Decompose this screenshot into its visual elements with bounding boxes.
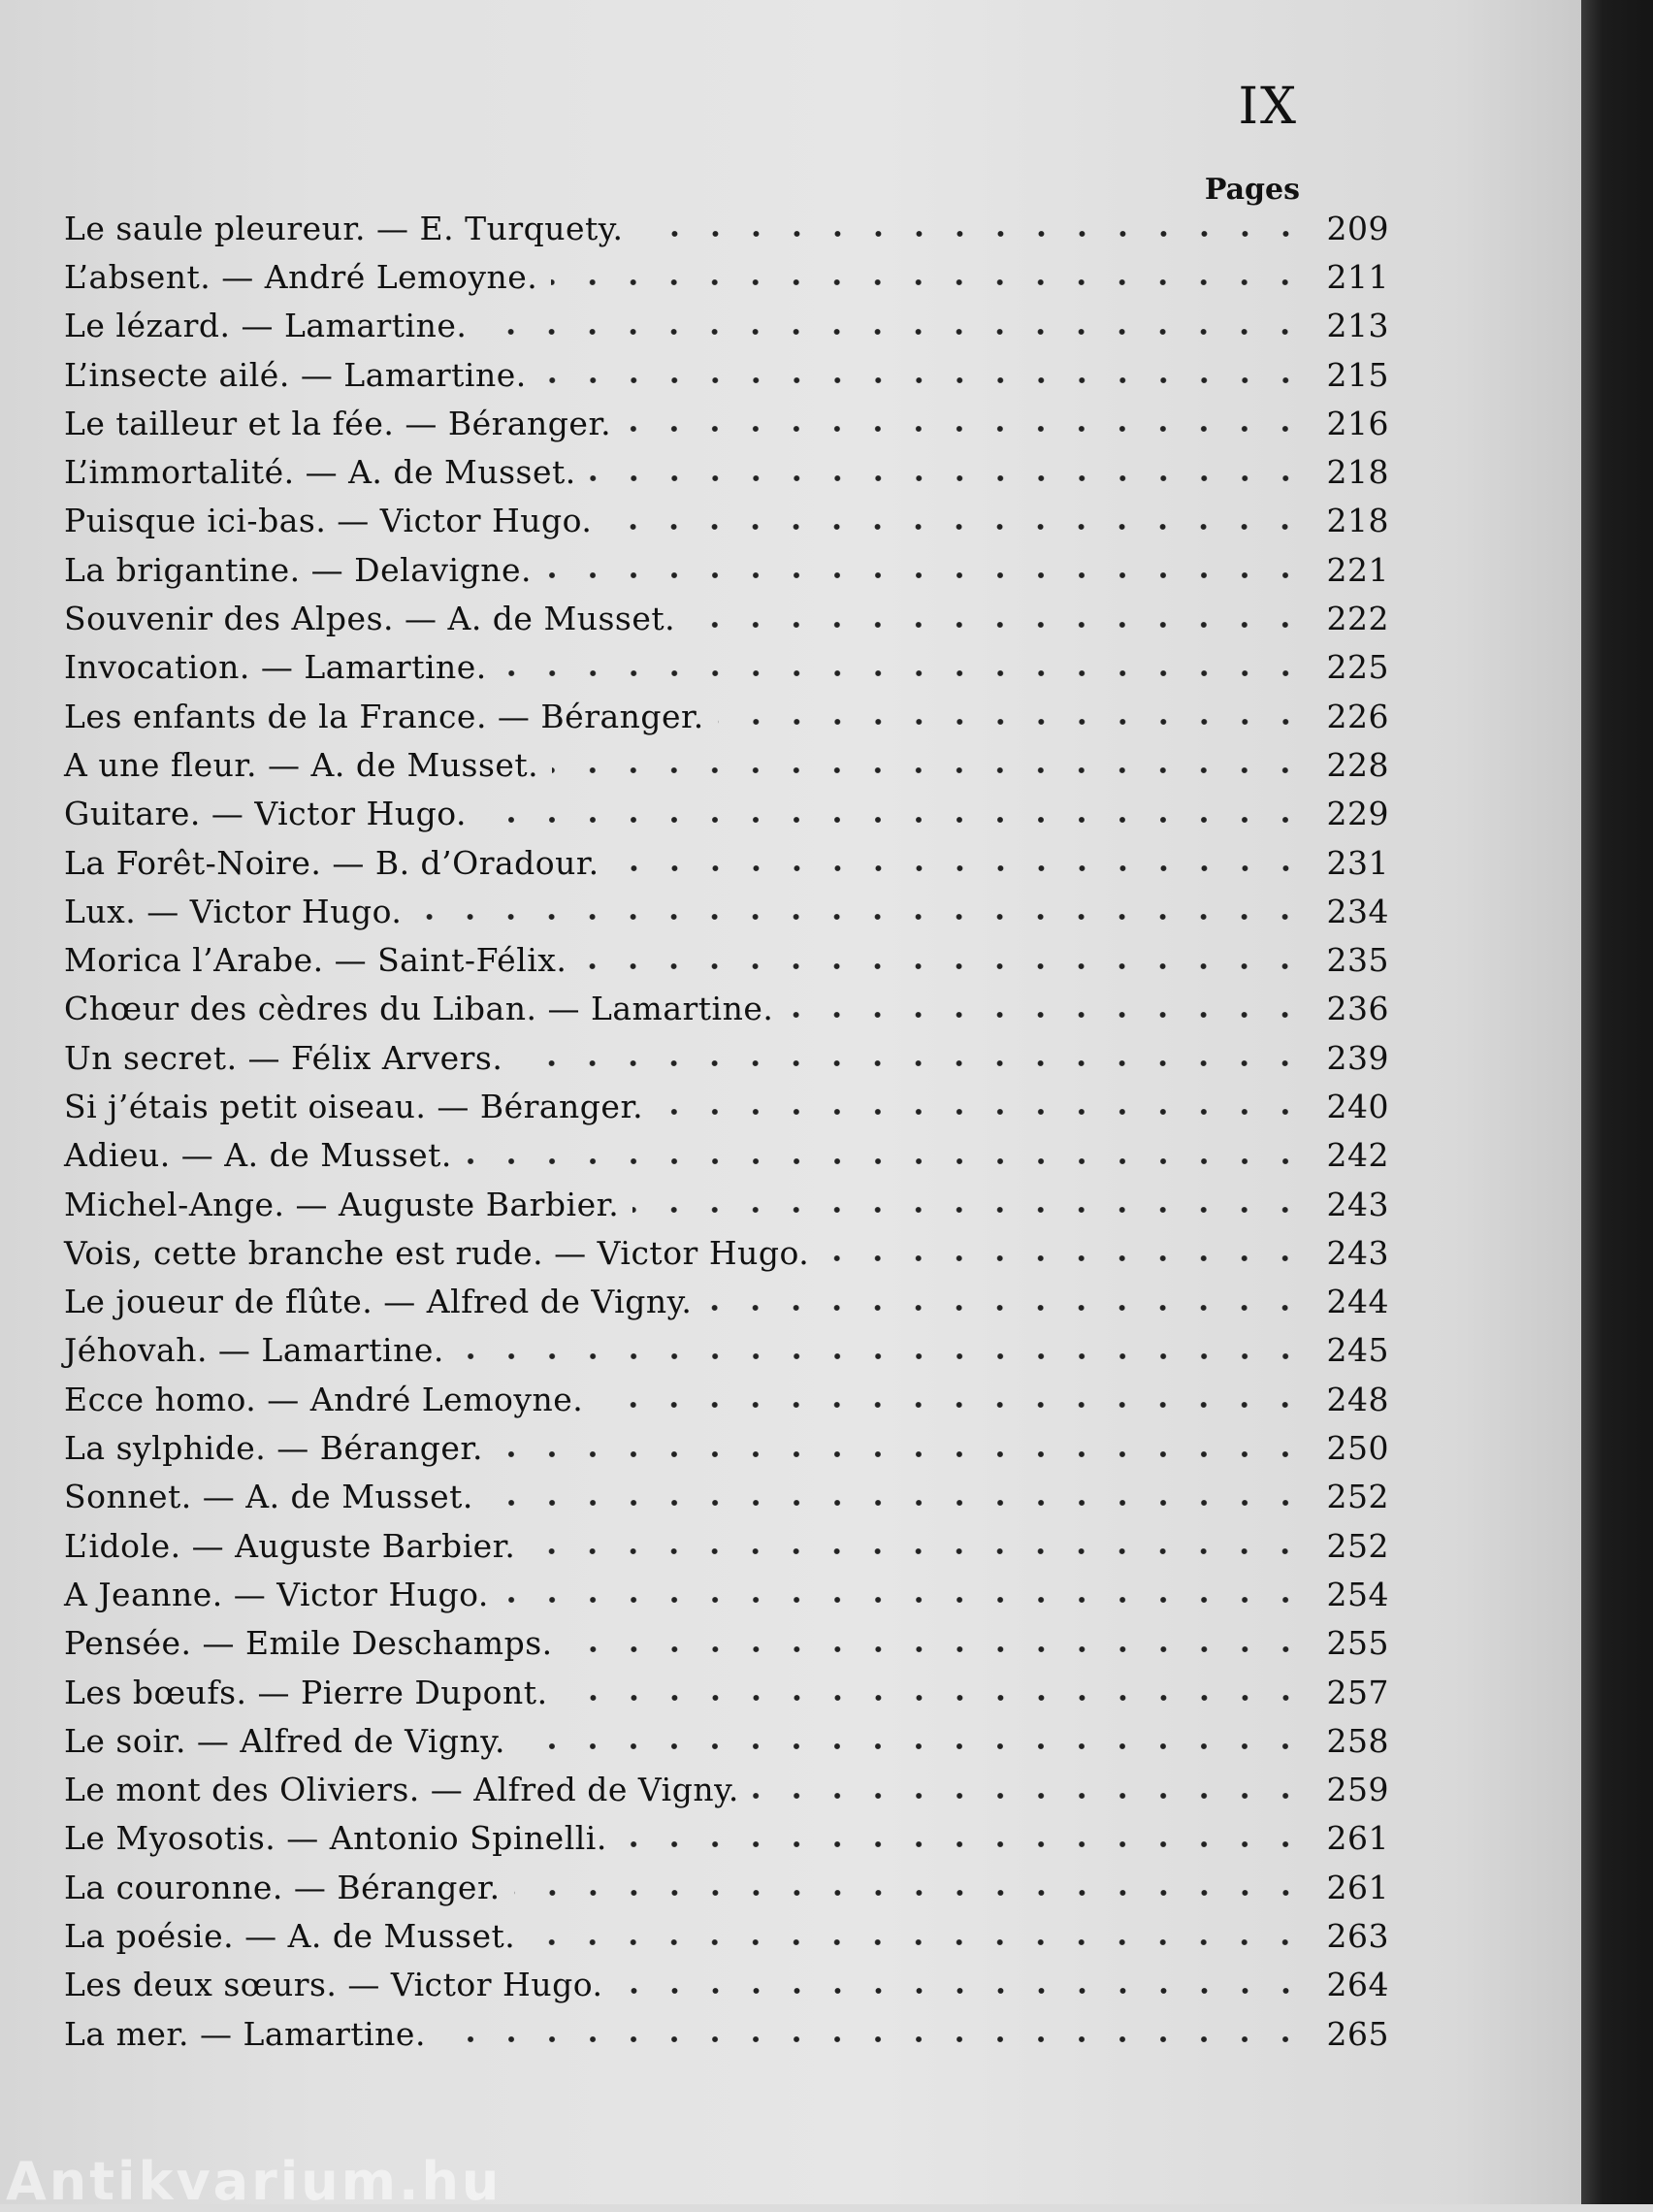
toc-entry-page: 228 [1326, 745, 1389, 784]
toc-entry-title: Si j’étais petit oiseau. — Béranger. [64, 1087, 644, 1125]
dot-leader [753, 1792, 1306, 1800]
dot-leader [605, 523, 1306, 531]
dot-leader [617, 1987, 1307, 1995]
dot-leader [787, 1011, 1306, 1019]
toc-entry [64, 204, 1389, 252]
dot-leader [480, 328, 1306, 336]
toc-entry [64, 1619, 1389, 1668]
toc-entry-page: 218 [1326, 453, 1389, 492]
toc-entry-title: Michel-Ange. — Auguste Barbier. [64, 1185, 620, 1223]
toc-entry-page: 221 [1326, 550, 1389, 589]
toc-entry-title: Puisque ici-bas. — Victor Hugo. [64, 502, 593, 540]
toc-entry [64, 985, 1389, 1033]
toc-entry-title: Le Myosotis. — Antonio Spinelli. [64, 1819, 607, 1858]
toc-entry-title: Lux. — Victor Hugo. [64, 892, 403, 930]
toc-entry-title: Guitare. — Victor Hugo. [64, 795, 467, 833]
dot-leader [552, 766, 1306, 774]
toc-entry-page: 258 [1326, 1721, 1389, 1760]
dot-leader [637, 230, 1306, 238]
toc-entry-title: L’immortalité. — A. de Musset. [64, 453, 576, 492]
toc-entry-title: Invocation. — Lamartine. [64, 648, 487, 687]
toc-entry-title: Sonnet. — A. de Musset. [64, 1478, 473, 1516]
dot-leader [621, 1840, 1306, 1848]
toc-entry [64, 1375, 1389, 1423]
dot-leader [458, 1352, 1306, 1360]
dot-leader [466, 1157, 1306, 1165]
toc-entry-title: Le mont des Oliviers. — Alfred de Vigny. [64, 1771, 739, 1809]
toc-entry-title: La sylphide. — Béranger. [64, 1429, 484, 1468]
dot-leader [551, 278, 1306, 286]
toc-entry [64, 497, 1389, 545]
watermark: Antikvarium.hu [6, 2151, 502, 2212]
dot-leader [529, 1938, 1306, 1946]
toc-entry-page: 252 [1326, 1526, 1389, 1565]
toc-entry-title: Les deux sœurs. — Victor Hugo. [64, 1966, 603, 2004]
dot-leader [657, 1108, 1306, 1116]
dot-leader [597, 1401, 1306, 1409]
toc-entry-page: 215 [1326, 355, 1389, 394]
dot-leader [590, 474, 1306, 482]
toc-entry [64, 447, 1389, 496]
toc-entry-title: Les enfants de la France. — Béranger. [64, 697, 704, 735]
toc-entry [64, 790, 1389, 838]
dot-leader [540, 376, 1306, 384]
toc-entry [64, 1668, 1389, 1716]
dot-leader [501, 669, 1306, 677]
toc-entry [64, 1814, 1389, 1863]
toc-entry-title: Le joueur de flûte. — Alfred de Vigny. [64, 1283, 693, 1321]
toc-entry-page: 239 [1326, 1038, 1389, 1077]
toc-entry-title: Ecce homo. — André Lemoyne. [64, 1380, 584, 1418]
toc-entry-page: 257 [1326, 1673, 1389, 1711]
toc-entry [64, 1180, 1389, 1228]
toc-entry-page: 265 [1326, 2014, 1389, 2053]
toc-entry-title: Les bœufs. — Pierre Dupont. [64, 1673, 548, 1711]
dot-leader [613, 864, 1306, 872]
toc-entry-page: 261 [1326, 1819, 1389, 1858]
toc-entry-page: 211 [1326, 257, 1389, 296]
toc-entry [64, 252, 1389, 301]
dot-leader [502, 1596, 1306, 1604]
toc-entry-title: Le lézard. — Lamartine. [64, 307, 468, 345]
toc-entry-title: Le saule pleureur. — E. Turquety. [64, 209, 624, 247]
dot-leader [487, 1499, 1306, 1507]
dot-leader [497, 1450, 1306, 1458]
toc-entry-page: 245 [1326, 1331, 1389, 1370]
toc-entry [64, 1863, 1389, 1911]
dot-leader [545, 571, 1306, 579]
toc-entry-page: 242 [1326, 1136, 1389, 1175]
toc-entry-page: 244 [1326, 1283, 1389, 1321]
toc-entry-title: Un secret. — Félix Arvers. [64, 1038, 503, 1077]
toc-entry-title: L’idole. — Auguste Barbier. [64, 1526, 516, 1565]
dot-leader [580, 962, 1306, 970]
toc-entry-title: Le soir. — Alfred de Vigny. [64, 1721, 506, 1760]
toc-entry-title: La brigantine. — Delavigne. [64, 550, 532, 589]
toc-entry-page: 243 [1326, 1185, 1389, 1223]
toc-entry-title: L’insecte ailé. — Lamartine. [64, 355, 527, 394]
toc-entry [64, 838, 1389, 887]
dot-leader [632, 1206, 1306, 1214]
toc-entry [64, 1278, 1389, 1326]
dot-leader [705, 1304, 1306, 1312]
toc-entry-page: 259 [1326, 1771, 1389, 1809]
toc-entry-page: 216 [1326, 404, 1389, 442]
toc-entry [64, 1473, 1389, 1521]
toc-entry-title: Le tailleur et la fée. — Béranger. [64, 404, 612, 442]
toc-entry [64, 545, 1389, 594]
toc-entry [64, 935, 1389, 984]
toc-entry-page: 231 [1326, 843, 1389, 882]
toc-entry-page: 226 [1326, 697, 1389, 735]
toc-entry-page: 264 [1326, 1966, 1389, 2004]
dot-leader [689, 621, 1306, 629]
toc-entry-page: 250 [1326, 1429, 1389, 1468]
toc-entry-title: Pensée. — Emile Deschamps. [64, 1624, 553, 1663]
toc-entry [64, 887, 1389, 935]
dot-leader [529, 1547, 1306, 1555]
dot-leader [415, 913, 1306, 921]
dot-leader [625, 425, 1306, 433]
toc-entry [64, 1082, 1389, 1130]
toc-entry-title: La mer. — Lamartine. [64, 2014, 426, 2053]
toc-entry [64, 1326, 1389, 1375]
toc-entry-page: 236 [1326, 990, 1389, 1028]
toc-entry [64, 1961, 1389, 2009]
toc-entry [64, 302, 1389, 350]
toc-entry [64, 1766, 1389, 1814]
toc-entry-page: 222 [1326, 600, 1389, 638]
toc-entry-page: 263 [1326, 1917, 1389, 1956]
toc-entry-title: Jéhovah. — Lamartine. [64, 1331, 444, 1370]
toc-entry-title: Adieu. — A. de Musset. [64, 1136, 452, 1175]
page-number: IX [1238, 78, 1298, 136]
toc-entry-page: 218 [1326, 502, 1389, 540]
toc-entry-page: 243 [1326, 1233, 1389, 1272]
dot-leader [516, 1059, 1306, 1067]
dot-leader [562, 1694, 1306, 1702]
toc-entry-page: 240 [1326, 1087, 1389, 1125]
toc-entry-page: 261 [1326, 1868, 1389, 1906]
toc-entry [64, 1716, 1389, 1765]
dot-leader [567, 1645, 1306, 1653]
toc-entry [64, 594, 1389, 642]
toc-entry [64, 1521, 1389, 1570]
toc-entry [64, 692, 1389, 740]
toc-entry-title: Souvenir des Alpes. — A. de Musset. [64, 600, 676, 638]
dot-leader [519, 1742, 1306, 1750]
dot-leader [514, 1889, 1306, 1897]
toc-entry-title: La poésie. — A. de Musset. [64, 1917, 516, 1956]
toc-entry-page: 255 [1326, 1624, 1389, 1663]
dot-leader [718, 718, 1306, 726]
toc-entry-page: 254 [1326, 1575, 1389, 1613]
toc-entry [64, 1131, 1389, 1180]
toc-entry [64, 1423, 1389, 1472]
toc-entry [64, 643, 1389, 692]
toc-entry [64, 2009, 1389, 2058]
book-spine-shadow [1581, 0, 1653, 2204]
dot-leader [439, 2035, 1306, 2043]
toc-entry [64, 399, 1389, 447]
toc-entry-title: La couronne. — Béranger. [64, 1868, 501, 1906]
toc-entry-title: La Forêt-Noire. — B. d’Oradour. [64, 843, 600, 882]
toc-entry-title: A une fleur. — A. de Musset. [64, 745, 539, 784]
toc-entry-title: Vois, cette branche est rude. — Victor Hugo. [64, 1233, 810, 1272]
toc-entry-page: 252 [1326, 1478, 1389, 1516]
pages-column-label: Pages [1204, 173, 1300, 207]
toc-entry-title: L’absent. — André Lemoyne. [64, 257, 538, 296]
toc-entry-page: 235 [1326, 941, 1389, 980]
toc-entry-title: Morica l’Arabe. — Saint-Félix. [64, 941, 567, 980]
dot-leader [480, 816, 1306, 824]
toc-entry-page: 213 [1326, 307, 1389, 345]
toc-entry-title: Chœur des cèdres du Liban. — Lamartine. [64, 990, 774, 1028]
toc-entry [64, 1228, 1389, 1277]
toc-entry-page: 248 [1326, 1380, 1389, 1418]
table-of-contents [64, 204, 1389, 2058]
toc-entry-title: A Jeanne. — Victor Hugo. [64, 1575, 489, 1613]
toc-entry [64, 740, 1389, 789]
dot-leader [823, 1254, 1306, 1262]
toc-entry-page: 229 [1326, 795, 1389, 833]
toc-entry [64, 350, 1389, 399]
toc-entry-page: 209 [1326, 209, 1389, 247]
toc-entry-page: 225 [1326, 648, 1389, 687]
toc-entry [64, 1570, 1389, 1618]
toc-entry-page: 234 [1326, 892, 1389, 930]
toc-entry [64, 1033, 1389, 1082]
toc-entry [64, 1911, 1389, 1960]
